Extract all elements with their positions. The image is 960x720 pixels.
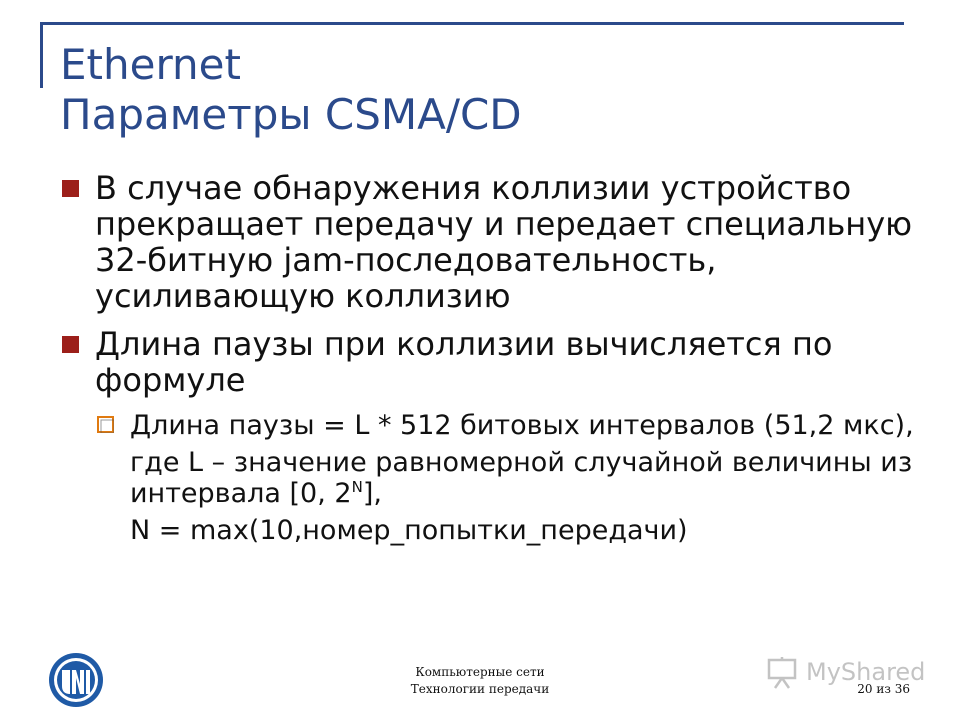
bullet-text: Длина паузы при коллизии вычисляется по формуле: [95, 325, 833, 399]
bullet-item: [60, 326, 920, 398]
sub-bullet-item: [95, 410, 920, 441]
slide-title-line-2: Параметры CSMA/CD: [60, 90, 522, 139]
footer-caption: [330, 664, 630, 698]
formula-where-prefix: где L – значение равномерной случайной величины из интервала [0, 2: [130, 447, 913, 509]
checkbox-bullet-icon: [97, 416, 114, 433]
sub-bullet-formula: Длина паузы = L * 512 битовых интервалов (51,2 мкс),: [130, 410, 914, 441]
header-frame-top-line: [40, 22, 904, 25]
square-bullet-icon: [62, 336, 79, 353]
formula-superscript: N: [351, 478, 363, 496]
page-number: 20 из 36: [857, 682, 910, 696]
footer-line-2: Технологии передачи: [410, 682, 550, 696]
watermark-text: MyShared: [806, 658, 926, 686]
slide-title: [60, 40, 900, 140]
presentation-board-icon: [766, 656, 800, 690]
footer-line-1: Компьютерные сети: [415, 665, 545, 679]
square-bullet-icon: [62, 180, 79, 197]
formula-where-suffix: ],: [362, 478, 382, 509]
slide-content: [60, 170, 920, 546]
formula-where-line: [130, 447, 920, 509]
slide-title-line-1: Ethernet: [60, 40, 241, 89]
formula-n-line: N = max(10,номер_попытки_передачи): [130, 515, 688, 546]
header-frame-left-line: [40, 22, 43, 88]
bullet-item: [60, 170, 920, 314]
university-logo-icon: [48, 652, 104, 708]
bullet-text: В случае обнаружения коллизии устройство прекращает передачу и передает специальную 32-битную jam-последовательность, усиливающую коллизию: [95, 169, 913, 315]
